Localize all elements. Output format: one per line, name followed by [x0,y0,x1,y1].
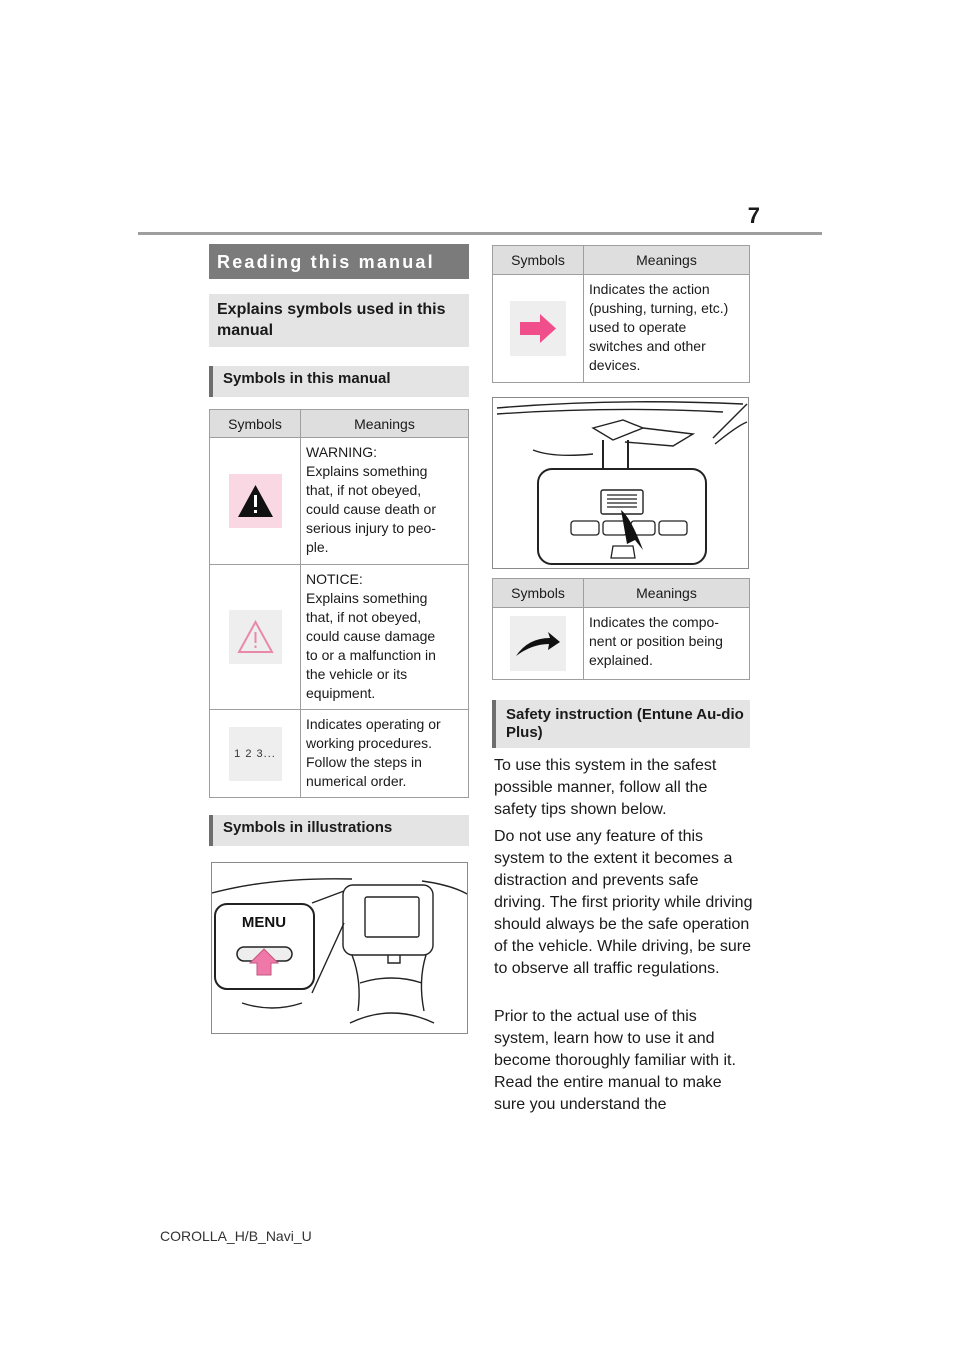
dashboard-illustration [211,862,468,1034]
top-rule [138,232,822,235]
pointer-arrow-icon [510,616,566,671]
safety-instruction-heading-text: Safety instruction (Entune Au-dio Plus) [506,706,744,741]
table-row [493,275,750,383]
menu-label: MENU [241,914,287,931]
page-number: 7 [747,203,760,228]
warning-line: that, if not obeyed, [306,482,422,498]
steps-line: Follow the steps in [306,754,422,770]
action-symbol-table [492,245,750,383]
meanings-header: Meanings [584,246,750,275]
action-line: (pushing, turning, etc.) [589,300,729,316]
symbols-in-manual-heading [209,366,469,397]
warning-line: serious injury to peo- [306,520,436,536]
warning-line: Explains something [306,463,428,479]
warning-line: WARNING: [306,444,378,460]
footer-document-code: COROLLA_H/B_Navi_U [160,1228,312,1244]
symbols-table [209,409,469,798]
subsection-title-text: Explains symbols used in this manual [217,301,446,339]
warning-line: could cause death or [306,501,436,517]
table-row [210,438,469,565]
steps-line: working procedures. [306,735,433,751]
notice-line: to or a malfunction in [306,647,436,663]
section-title: Reading this manual [209,244,469,279]
symbols-header: Symbols [493,579,584,608]
meanings-header: Meanings [301,410,469,438]
notice-line: equipment. [306,685,376,701]
pointer-symbol-table [492,578,750,680]
table-row [493,608,750,680]
notice-line: NOTICE: [306,571,363,587]
subsection-title [209,294,469,347]
symbols-in-illustrations-heading [209,815,469,846]
pink-arrow-icon [510,301,566,356]
symbols-header: Symbols [210,410,301,438]
symbols-in-illustrations-heading-text: Symbols in illustrations [223,819,393,836]
notice-line: Explains something [306,590,428,606]
safety-instruction-heading [492,700,750,748]
overhead-console-illustration [492,397,749,569]
action-line: Indicates the action [589,281,710,297]
warning-line: ple. [306,539,329,555]
action-line: switches and other [589,338,706,354]
symbols-in-manual-heading-text: Symbols in this manual [223,370,391,387]
table-row [210,565,469,710]
notice-triangle-outline-icon [229,610,282,664]
action-line: devices. [589,357,641,373]
safety-paragraph: Do not use any feature of this system to the extent it becomes a distraction and prevents safe driving. The first priority while driving should always be the safe operation of the vehicle. While driving, be sure to observe all traffic regulations. [494,828,753,977]
steps-line: Indicates operating or [306,716,441,732]
pointer-line: Indicates the compo- [589,614,719,630]
pointer-line: explained. [589,652,653,668]
pointer-line: nent or position being [589,633,723,649]
steps-line: numerical order. [306,773,407,789]
safety-paragraph: Prior to the actual use of this system, learn how to use it and become thoroughly familiar with it. Read the entire manual to make sure you understand the [494,1008,736,1113]
symbols-header: Symbols [493,246,584,275]
meanings-header: Meanings [584,579,750,608]
notice-line: the vehicle or its [306,666,408,682]
numbered-steps-icon: 1 2 3... [229,727,282,781]
action-line: used to operate [589,319,687,335]
safety-paragraph: To use this system in the safest possible manner, follow all the safety tips shown below. [494,757,717,818]
warning-triangle-filled-icon [229,474,282,528]
notice-line: could cause damage [306,628,436,644]
notice-line: that, if not obeyed, [306,609,422,625]
table-row [210,710,469,798]
